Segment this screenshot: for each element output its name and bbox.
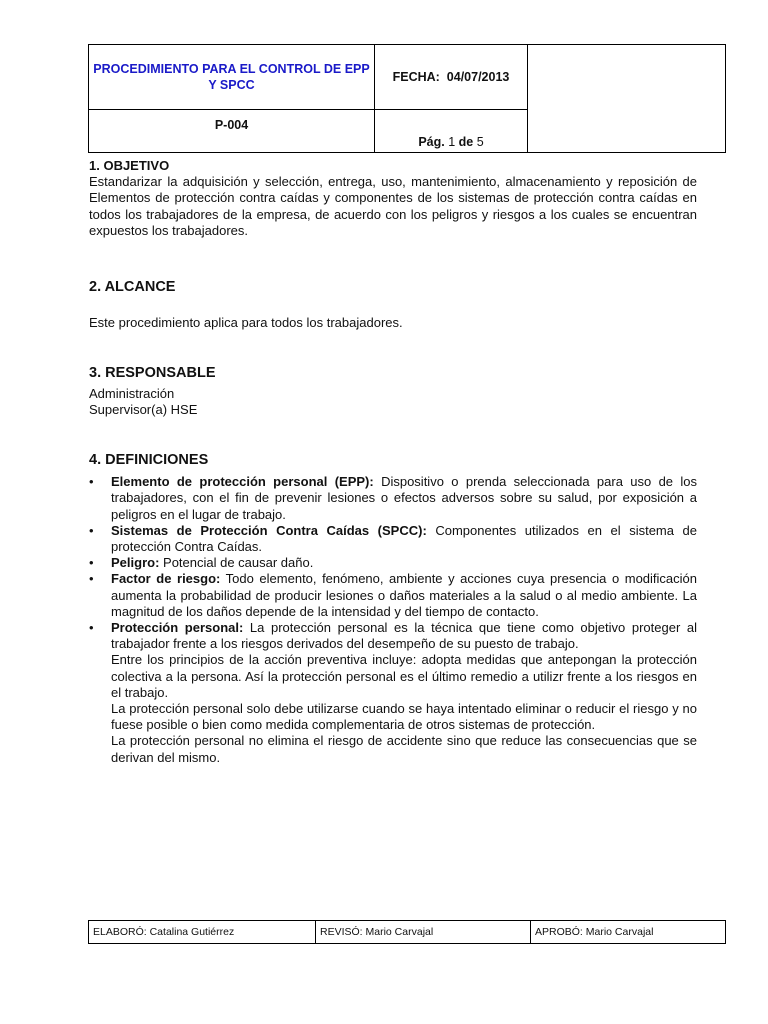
definition-text: Dispositivo o prenda seleccionada para uso de los trabajadores, con el fin de prevenir lesiones o efectos adversos sobre su salud, por exposición a peligros en el lugar de trabajo. xyxy=(111,474,697,522)
page-current: 1 xyxy=(448,135,456,149)
bullet-icon: • xyxy=(89,522,94,538)
date-label: FECHA: xyxy=(392,70,440,84)
definition-text: Todo elemento, fenómeno, ambiente y acciones cuya presencia o modificación aumenta la probabilidad de producir lesiones o daños materiales a la salud o al medio ambiente. La magnitud de los daños depende de la intensidad y del tiempo de contacto. xyxy=(111,571,697,619)
definition-text: La protección personal es la técnica que tiene como objetivo proteger al trabajador frente a los riesgos derivados del desempeño de su puesto de trabajo. xyxy=(111,620,697,652)
section-title-objetivo: 1. OBJETIVO xyxy=(89,158,170,173)
definition-term: Sistemas de Protección Contra Caídas (SPCC): xyxy=(111,522,427,538)
list-item xyxy=(89,474,697,523)
definition-term: Elemento de protección personal (EPP): xyxy=(111,474,374,490)
section-title-alcance: 2. ALCANCE xyxy=(89,279,176,296)
bullet-icon: • xyxy=(89,571,94,587)
logo-cell xyxy=(528,45,726,153)
date-cell xyxy=(375,45,528,110)
list-item xyxy=(89,571,697,620)
definition-text: Potencial de causar daño. xyxy=(159,555,314,571)
approval-footer-table xyxy=(88,920,726,944)
bullet-icon: • xyxy=(89,555,94,571)
definition-extra-paragraph: Entre los principios de la acción preventiva incluye: adopta medidas que antepongan la protección colectiva a la persona. Así la protección personal es el último remedio a utilizr frente a los riesgos en el trabajo. xyxy=(111,652,697,700)
document-title: PROCEDIMIENTO PARA EL CONTROL DE EPP Y SPCC xyxy=(89,45,375,110)
alcance-text: Este procedimiento aplica para todos los trabajadores. xyxy=(89,315,403,331)
aprobo-cell: APROBÓ: Mario Carvajal xyxy=(531,921,726,944)
page-total: 5 xyxy=(476,135,484,149)
page-of-label: de xyxy=(458,135,474,149)
definition-extra-paragraph: La protección personal no elimina el riesgo de accidente sino que reduce las consecuencias que se derivan del mismo. xyxy=(111,733,697,765)
definition-term: Protección personal: xyxy=(111,620,244,636)
definition-extra-paragraph: La protección personal solo debe utilizarse cuando se haya intentado eliminar o reducir el riesgo y no fuese posible o bien como medida complementaria de otros sistemas de protección. xyxy=(111,701,697,733)
definitions-list xyxy=(89,474,697,766)
objetivo-text: Estandarizar la adquisición y selección, entrega, uso, mantenimiento, almacenamiento y reposición de Elementos de protección contra caídas y componentes de los sistemas de protección contra caídas en todos los trabajadores de la empresa, de acuerdo con los peligros y riesgos a los cuales se encuentran expuestos los trabajadores. xyxy=(89,174,697,238)
bullet-icon: • xyxy=(89,474,94,490)
reviso-cell: REVISÓ: Mario Carvajal xyxy=(316,921,531,944)
section-title-responsable: 3. RESPONSABLE xyxy=(89,365,216,382)
list-item xyxy=(89,523,697,555)
page-label: Pág. xyxy=(418,135,445,149)
elaboro-cell: ELABORÓ: Catalina Gutiérrez xyxy=(89,921,316,944)
document-body xyxy=(89,158,697,766)
definition-text: Componentes utilizados en el sistema de protección Contra Caídas. xyxy=(111,522,697,555)
document-header-table xyxy=(88,44,726,153)
definition-term: Peligro: xyxy=(111,555,160,571)
date-value: 04/07/2013 xyxy=(446,70,510,84)
list-item xyxy=(89,620,697,766)
document-code: P-004 xyxy=(89,110,375,153)
page-number-cell xyxy=(375,110,528,153)
definition-term: Factor de riesgo: xyxy=(111,571,221,587)
bullet-icon: • xyxy=(89,620,94,636)
list-item xyxy=(89,555,697,571)
section-title-definiciones: 4. DEFINICIONES xyxy=(89,452,209,469)
responsable-line-1: Administración xyxy=(89,385,175,401)
responsable-line-2: Supervisor(a) HSE xyxy=(89,401,198,417)
